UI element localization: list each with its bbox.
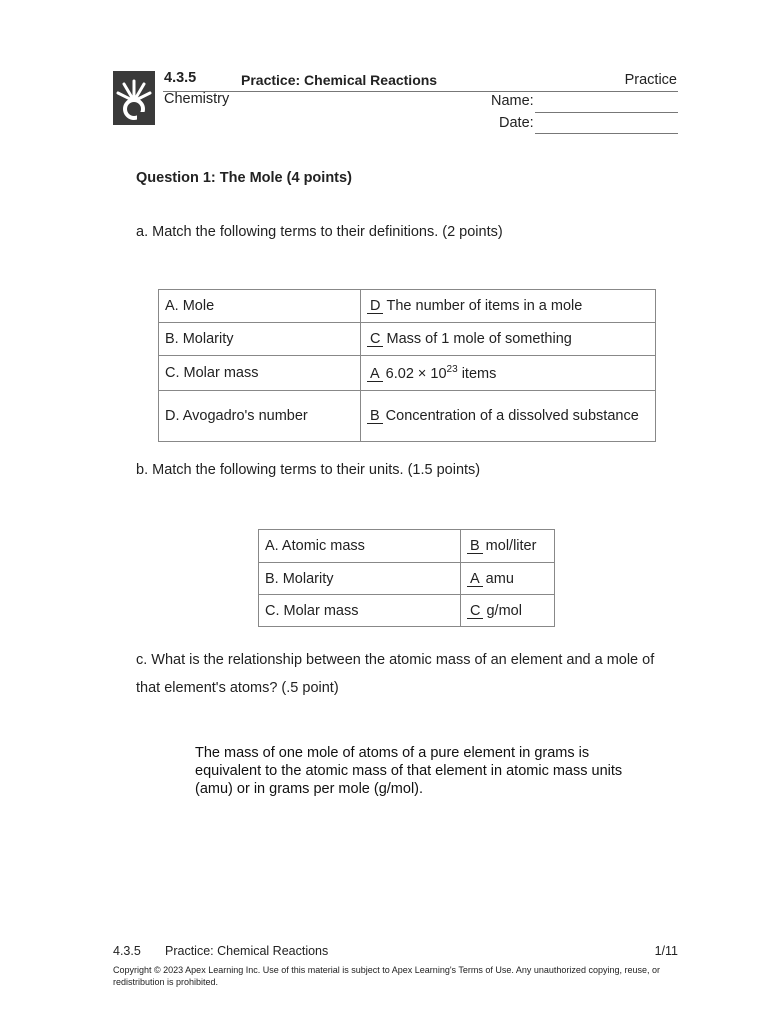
unit-text: amu xyxy=(485,570,514,587)
table-row xyxy=(159,356,656,391)
definition-exponent: 23 xyxy=(446,364,458,376)
subject-label: Chemistry xyxy=(164,91,230,107)
term-cell: C. Molar mass xyxy=(159,356,361,391)
definition-cell xyxy=(361,356,656,391)
match-answer[interactable]: C xyxy=(467,604,483,619)
match-answer[interactable]: A xyxy=(367,367,383,382)
part-a-prompt: a. Match the following terms to their definitions. (2 points) xyxy=(136,224,503,240)
section-number: 4.3.5 xyxy=(164,70,197,86)
unit-cell xyxy=(461,530,555,563)
match-answer[interactable]: B xyxy=(467,539,483,554)
apex-logo xyxy=(113,71,155,125)
definition-cell xyxy=(361,290,656,323)
unit-cell xyxy=(461,595,555,627)
header-divider xyxy=(163,91,678,92)
name-field[interactable] xyxy=(535,112,678,113)
definition-text: The number of items in a mole xyxy=(386,298,583,314)
unit-cell xyxy=(461,563,555,595)
name-label: Name: xyxy=(491,93,534,109)
date-label: Date: xyxy=(499,115,534,131)
table-row xyxy=(159,391,656,442)
question-heading: Question 1: The Mole (4 points) xyxy=(136,170,352,186)
part-c-prompt: c. What is the relationship between the atomic mass of an element and a mole of that element's atoms? (.5 point) xyxy=(136,652,655,696)
match-answer[interactable]: B xyxy=(367,409,383,424)
table-row xyxy=(159,323,656,356)
definition-text: Concentration of a dissolved substance xyxy=(385,408,639,424)
term-cell: B. Molarity xyxy=(159,323,361,356)
table-row xyxy=(259,563,555,595)
definition-cell xyxy=(361,323,656,356)
definition-text: 6.02 × 10 xyxy=(385,365,447,382)
unit-text: g/mol xyxy=(486,602,522,619)
table-row xyxy=(259,595,555,627)
copyright-notice: Copyright © 2023 Apex Learning Inc. Use of this material is subject to Apex Learning's Terms of Use. Any unauthorized copying, reuse, or redistribution is prohibited. xyxy=(113,965,660,987)
date-field[interactable] xyxy=(535,133,678,134)
table-row xyxy=(259,530,555,563)
part-b-prompt: b. Match the following terms to their units. (1.5 points) xyxy=(136,462,481,478)
term-cell: A. Mole xyxy=(159,290,361,323)
match-answer[interactable]: D xyxy=(367,299,383,314)
units-table xyxy=(258,529,555,627)
term-cell: A. Atomic mass xyxy=(259,530,461,563)
term-cell: C. Molar mass xyxy=(259,595,461,627)
page-title: Practice: Chemical Reactions xyxy=(241,72,438,88)
activity-kind: Practice xyxy=(624,72,677,88)
match-answer[interactable]: A xyxy=(467,572,483,587)
definition-text-tail: items xyxy=(457,365,497,382)
term-cell: B. Molarity xyxy=(259,563,461,595)
page-number: 1/11 xyxy=(654,944,678,958)
definition-cell xyxy=(361,391,656,442)
unit-text: mol/liter xyxy=(485,538,537,554)
match-answer[interactable]: C xyxy=(367,332,383,347)
definitions-table xyxy=(158,289,656,442)
footer-section-number: 4.3.5 xyxy=(113,944,141,958)
definition-text: Mass of 1 mole of something xyxy=(386,331,572,347)
part-c-answer[interactable]: The mass of one mole of atoms of a pure element in grams is equivalent to the atomic mass of that element in atomic mass units (amu) or in grams per mole (g/mol). xyxy=(195,745,623,797)
footer-title: Practice: Chemical Reactions xyxy=(165,944,329,958)
term-cell: D. Avogadro's number xyxy=(159,391,361,442)
table-row xyxy=(159,290,656,323)
